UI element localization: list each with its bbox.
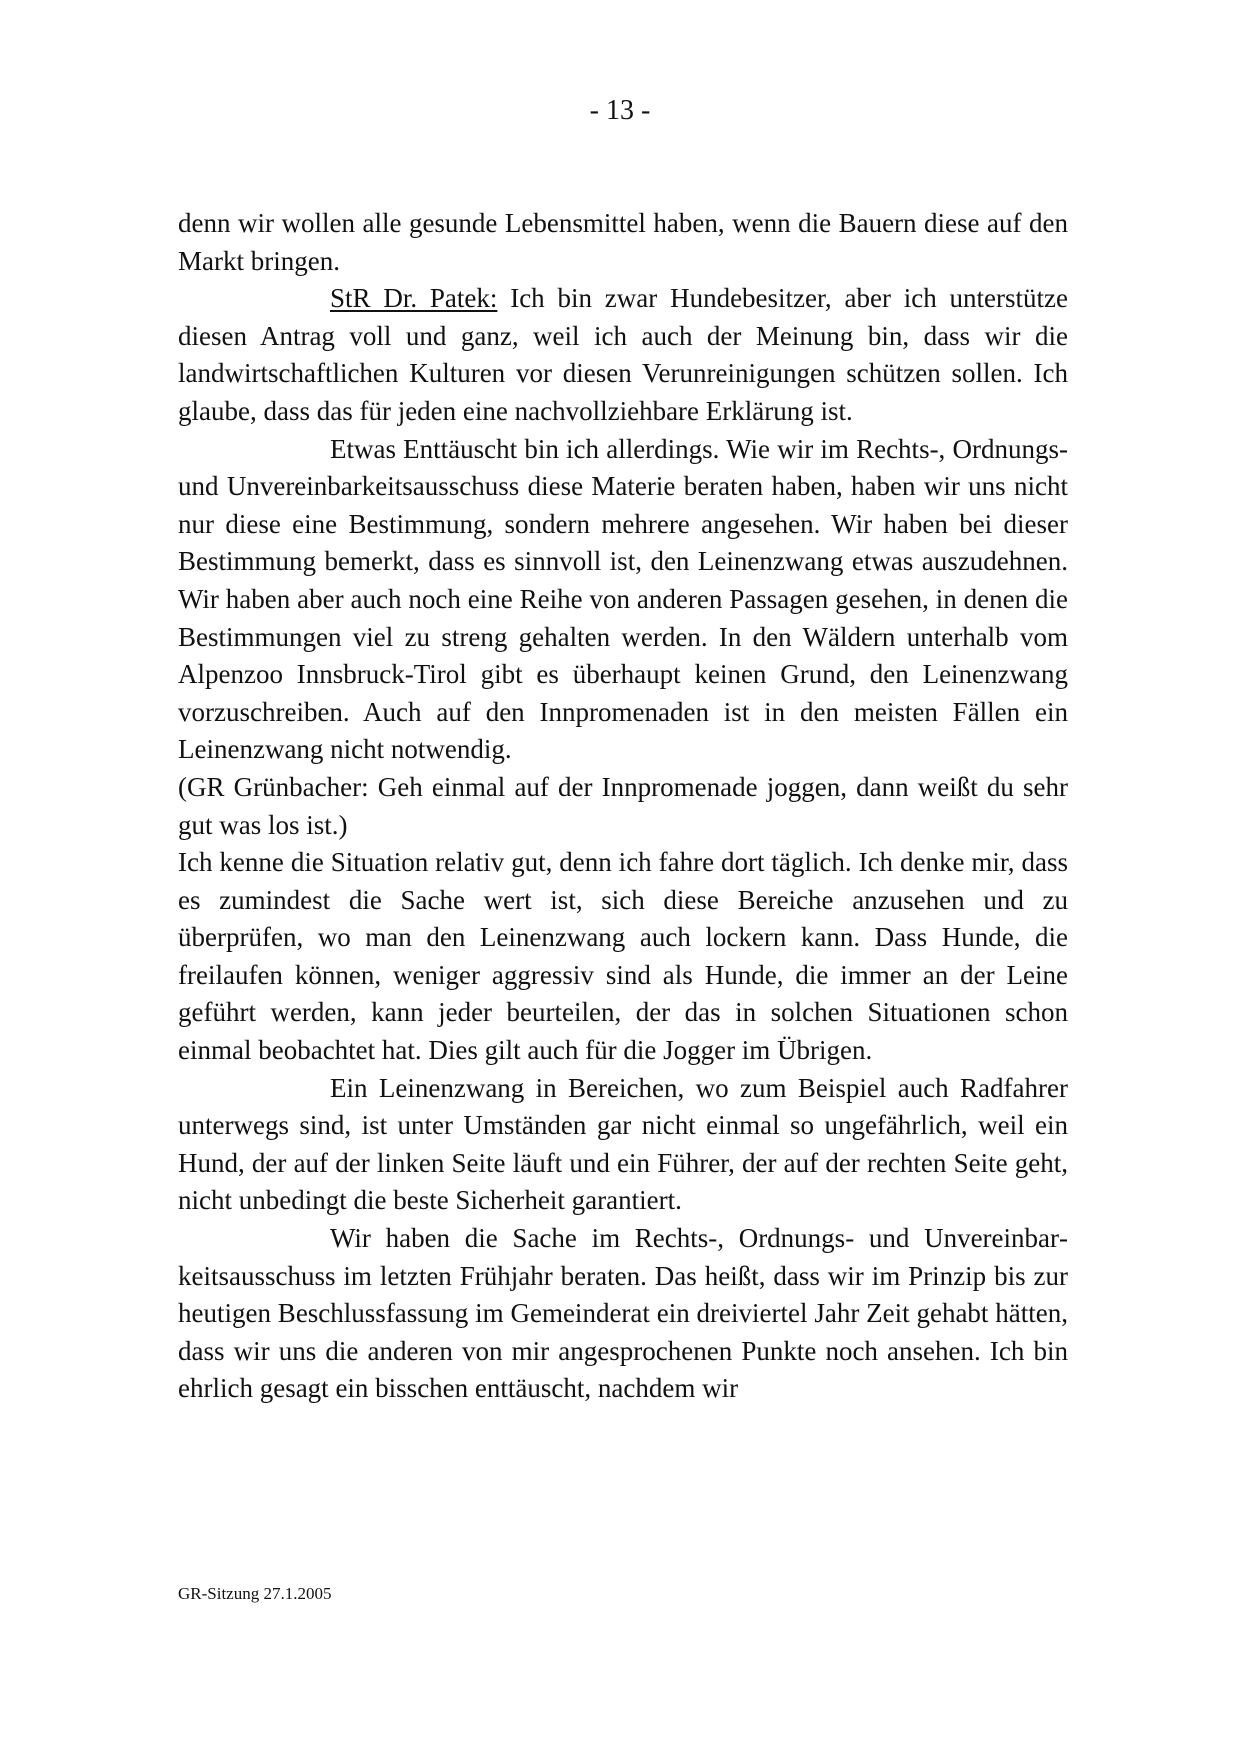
footer: GR-Sitzung 27.1.2005 xyxy=(178,1584,332,1603)
page-number: - 13 - xyxy=(589,95,651,126)
paragraph-6 xyxy=(178,1070,1068,1220)
paragraph-5-text: Ich kenne die Situation relativ gut, denn ich fahre dort täglich. Ich denke mir, dass es zumindest die Sache wert ist, sich diese Bereiche anzusehen und zu überprüfen, wo man den Leinenzwang auch lockern kann. Dass Hunde, die freilaufen können, weniger aggressiv sind als Hunde, die immer an der Leine geführt werden, kann jeder beurteilen, der das in solchen Situationen schon einmal beobachtet hat. Dies gilt auch für die Jogger im Übrigen. xyxy=(178,847,1068,1066)
paragraph-7-text: Wir haben die Sache im Rechts-, Ordnungs- und Unvereinbarkeitsausschuss im letzten Frühjahr beraten. Das heißt, dass wir im Prinzip bis zur heutigen Beschlussfassung im Gemeinderat ein dreiviertel Jahr Zeit gehabt hätten, dass wir uns die anderen von mir angesprochenen Punkte noch ansehen. Ich bin ehrlich gesagt ein bisschen enttäuscht, nachdem wir xyxy=(178,1223,1068,1404)
paragraph-3-text: Etwas Enttäuscht bin ich allerdings. Wie wir im Rechts-, Ordnungs- und Unvereinbarkeitsausschuss diese Materie beraten haben, haben wir uns nicht nur diese eine Bestimmung, sondern mehrere angesehen. Wir haben bei dieser Bestimmung bemerkt, dass es sinnvoll ist, den Leinenzwang etwas auszudehnen. Wir haben aber auch noch eine Reihe von anderen Passagen gesehen, in denen die Bestimmungen viel zu streng gehalten werden. In den Wäldern unterhalb vom Alpenzoo Innsbruck-Tirol gibt es überhaupt keinen Grund, den Leinenzwang vorzuschreiben. Auch auf den Innpromenaden ist in den meisten Fällen ein Leinenzwang nicht notwendig. xyxy=(178,433,1068,765)
paragraph-2 xyxy=(178,280,1068,430)
paragraph-7 xyxy=(178,1220,1068,1408)
interjection-text: (GR Grünbacher: Geh einmal auf der Innpromenade joggen, dann weißt du sehr gut was los ist.) xyxy=(178,771,1068,840)
speaker-name: StR Dr. Patek: xyxy=(330,283,498,314)
document-body xyxy=(178,205,1068,1408)
paragraph-1-text: denn wir wollen alle gesunde Lebensmittel haben, wenn die Bauern diese auf den Markt bringen. xyxy=(178,208,1068,276)
paragraph-3 xyxy=(178,431,1068,769)
paragraph-6-text: Ein Leinenzwang in Bereichen, wo zum Beispiel auch Radfahrer unterwegs sind, ist unter Umständen gar nicht einmal so ungefährlich, weil ein Hund, der auf der linken Seite läuft und ein Führer, der auf der rechten Seite geht, nicht unbedingt die beste Sicherheit garantiert. xyxy=(178,1072,1068,1216)
paragraph-2-text: Ich bin zwar Hundebesitzer, aber ich unterstütze diesen Antrag voll und ganz, weil ich auch der Meinung bin, dass wir die landwirtschaftlichen Kulturen vor diesen Verunreinigungen schützen sollen. Ich glaube, dass das für jeden eine nachvollziehbare Erklärung ist. xyxy=(178,283,1069,426)
paragraph-5 xyxy=(178,844,1068,1070)
paragraph-1 xyxy=(178,205,1068,280)
interjection xyxy=(178,769,1068,844)
